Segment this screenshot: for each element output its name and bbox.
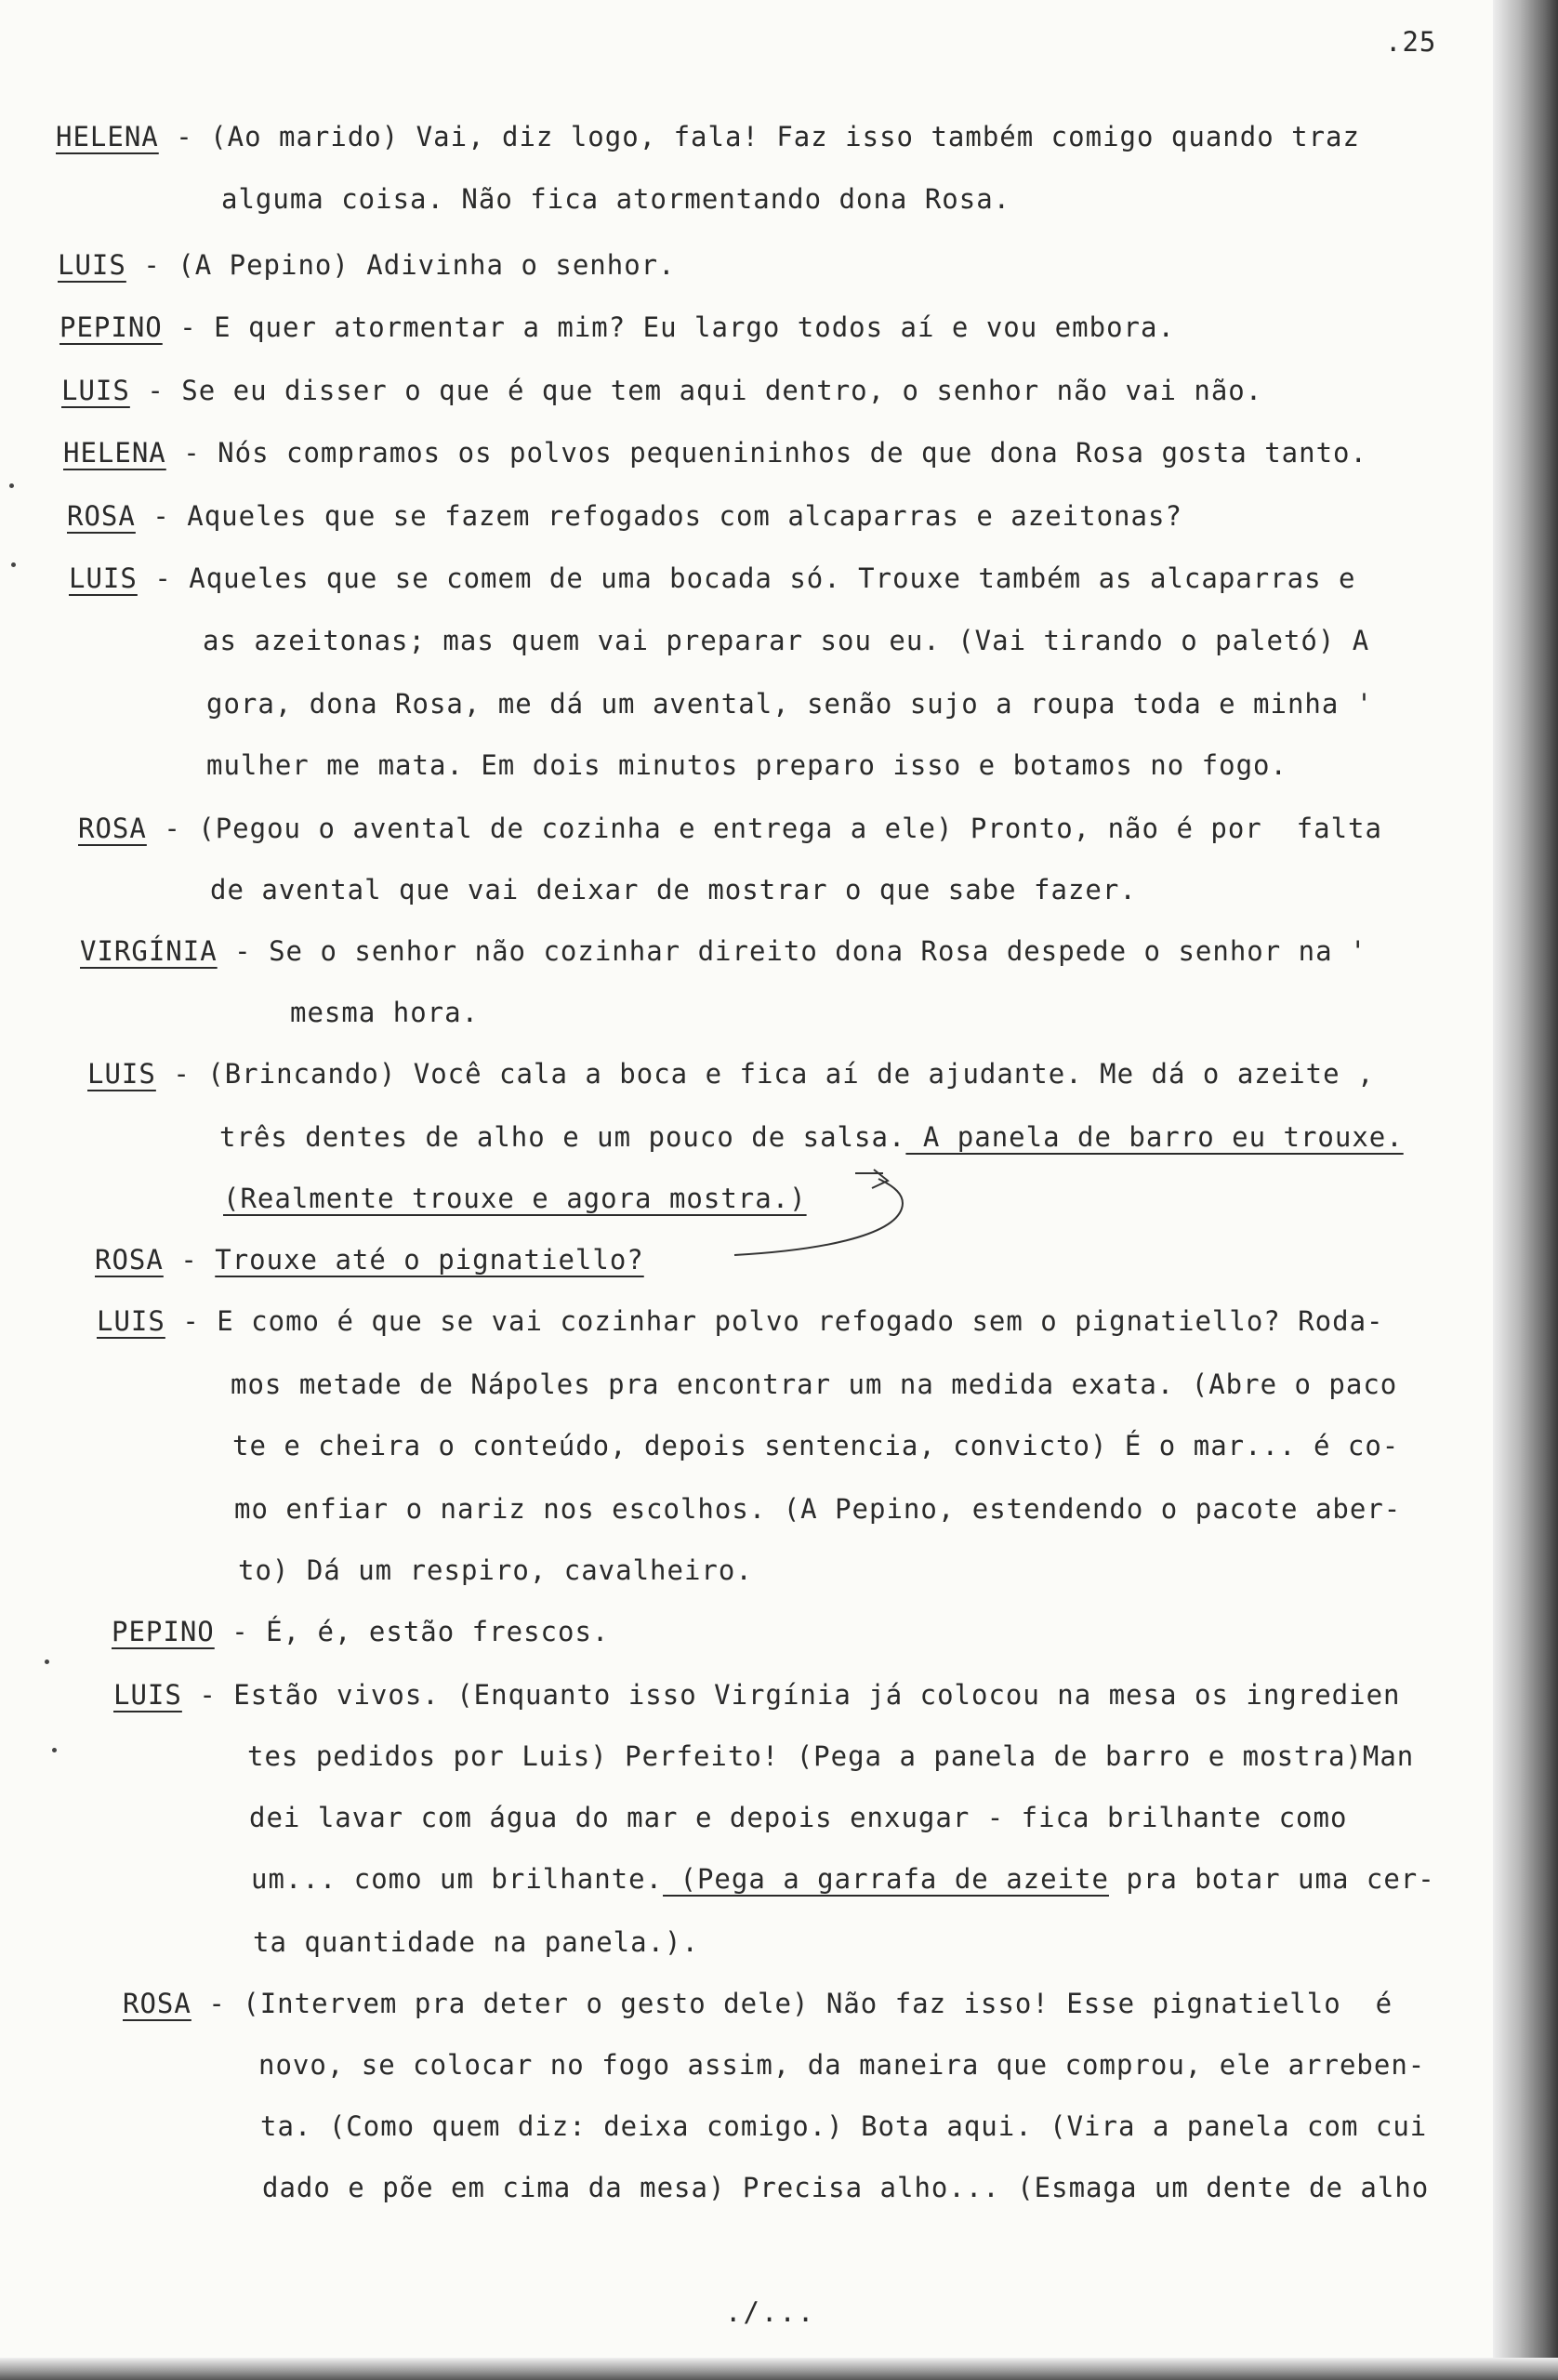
line-text: mo enfiar o nariz nos escolhos. (A Pepino, estendendo o pacote aber- (234, 1493, 1402, 1525)
line-text: pra botar uma cer- (1108, 1863, 1435, 1895)
line-text: É, é, estão frescos. (266, 1616, 610, 1647)
dash: - (143, 249, 161, 281)
dash: - (208, 1988, 226, 2019)
dash: - (164, 813, 181, 844)
line-text: as azeitonas; mas quem vai preparar sou eu. (Vai tirando o paletó) A (203, 625, 1370, 656)
line-text: Se eu disser o que é que tem aqui dentro, o senhor não vai não. (181, 375, 1263, 406)
continuation-mark: ./... (725, 2296, 816, 2328)
line-text: tes pedidos por Luis) Perfeito! (Pega a panela de barro e mostra)Man (247, 1740, 1415, 1772)
line-text: (Intervem pra deter o gesto dele) Não faz isso! Esse pignatiello é (243, 1988, 1393, 2019)
line-text: ta quantidade na panela.). (253, 1926, 699, 1958)
line-text: Estão vivos. (Enquanto isso Virgínia já colocou na mesa os ingredien (233, 1679, 1401, 1711)
line-text: de avental que vai deixar de mostrar o que sabe fazer. (210, 874, 1137, 906)
scan-speck (45, 1659, 49, 1664)
dash: - (179, 311, 197, 343)
line-text: um... como um brilhante. (251, 1863, 664, 1895)
speaker-name: ROSA (123, 1988, 191, 2019)
line-text: mesma hora. (290, 997, 480, 1028)
speaker-name: PEPINO (112, 1616, 215, 1647)
underlined-text: (Pega a garrafa de azeite (663, 1863, 1109, 1895)
speaker-name: HELENA (56, 121, 159, 152)
line-text: E como é que se vai cozinhar polvo refogado sem o pignatiello? Roda- (217, 1305, 1384, 1337)
speaker-name: LUIS (69, 562, 138, 594)
speaker-name: LUIS (61, 375, 130, 406)
dash: - (176, 121, 193, 152)
line-text: dado e põe em cima da mesa) Precisa alho... (Esmaga um dente de alho (262, 2172, 1430, 2203)
line-text: gora, dona Rosa, me dá um avental, senão sujo a roupa toda e minha ' (206, 688, 1374, 720)
line-text: mos metade de Nápoles pra encontrar um na medida exata. (Abre o paco (231, 1368, 1398, 1400)
line-text: mulher me mata. Em dois minutos preparo isso e botamos no fogo. (206, 749, 1287, 781)
line-text: te e cheira o conteúdo, depois sentencia, convicto) É o mar... é co- (232, 1430, 1400, 1461)
dash: - (173, 1058, 191, 1090)
line-text: (Brincando) Você cala a boca e fica aí de ajudante. Me dá o azeite , (207, 1058, 1375, 1090)
line-text: três dentes de alho e um pouco de salsa. (219, 1121, 906, 1153)
line-text: novo, se colocar no fogo assim, da maneira que comprou, ele arreben- (258, 2049, 1426, 2081)
scan-speck (11, 562, 16, 567)
dash: - (182, 1305, 200, 1337)
speaker-name: PEPINO (59, 311, 163, 343)
dash: - (183, 437, 201, 469)
speaker-name: HELENA (63, 437, 166, 469)
dash: - (199, 1679, 217, 1711)
page-number: .25 (1385, 26, 1437, 58)
line-text: (A Pepino) Adivinha o senhor. (178, 249, 676, 281)
dash: - (180, 1244, 198, 1276)
line-text: Se o senhor não cozinhar direito dona Rosa despede o senhor na ' (269, 935, 1367, 967)
line-text: Aqueles que se comem de uma bocada só. Trouxe também as alcaparras e (189, 562, 1356, 594)
dash: - (154, 562, 172, 594)
speaker-name: LUIS (113, 1679, 182, 1711)
dash: - (152, 500, 170, 532)
speaker-name: ROSA (95, 1244, 164, 1276)
speaker-name: LUIS (58, 249, 126, 281)
line-text: Nós compramos os polvos pequenininhos de que dona Rosa gosta tanto. (218, 437, 1367, 469)
line-text: (Pegou o avental de cozinha e entrega a ele) Pronto, não é por falta (198, 813, 1382, 844)
speaker-name: LUIS (97, 1305, 165, 1337)
underlined-text: Trouxe até o pignatiello? (215, 1244, 644, 1276)
speaker-name: VIRGÍNIA (80, 935, 218, 967)
line-text: ta. (Como quem diz: deixa comigo.) Bota aqui. (Vira a panela com cui (260, 2110, 1428, 2142)
underlined-text: (Realmente trouxe e agora mostra.) (223, 1183, 807, 1214)
line-text: alguma coisa. Não fica atormentando dona Rosa. (221, 183, 1011, 215)
line-text: dei lavar com água do mar e depois enxugar - fica brilhante como (249, 1802, 1348, 1833)
scan-speck (9, 483, 14, 488)
line-text: (Ao marido) Vai, diz logo, fala! Faz isso também comigo quando traz (210, 121, 1360, 152)
dash: - (147, 375, 165, 406)
speaker-name: ROSA (67, 500, 136, 532)
line-text: E quer atormentar a mim? Eu largo todos aí e vou embora. (214, 311, 1175, 343)
dash: - (231, 1616, 249, 1647)
underlined-text: A panela de barro eu trouxe. (905, 1121, 1404, 1153)
line-text: to) Dá um respiro, cavalheiro. (238, 1554, 753, 1586)
speaker-name: LUIS (87, 1058, 156, 1090)
speaker-name: ROSA (78, 813, 147, 844)
line-text: Aqueles que se fazem refogados com alcaparras e azeitonas? (187, 500, 1182, 532)
dash: - (234, 935, 252, 967)
scan-speck (52, 1748, 57, 1752)
